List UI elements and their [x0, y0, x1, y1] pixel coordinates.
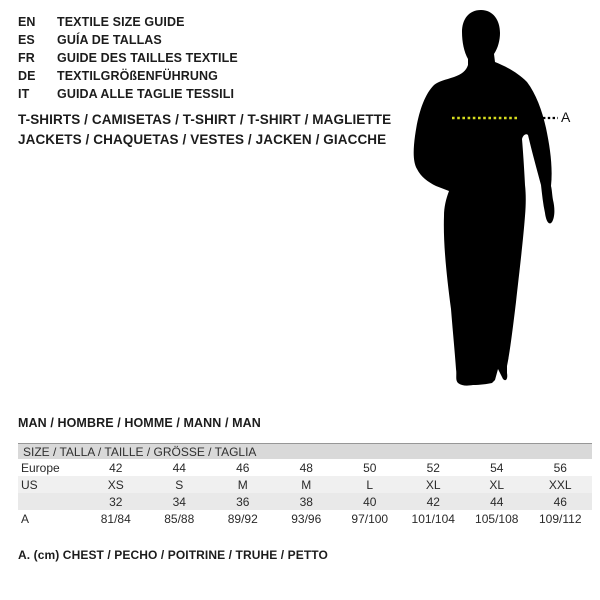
table-cell: 109/112: [529, 510, 593, 527]
table-cell: XL: [465, 476, 529, 493]
lang-label: GUIDE DES TAILLES TEXTILE: [57, 51, 238, 65]
table-cell: 81/84: [84, 510, 148, 527]
table-cell: 93/96: [275, 510, 339, 527]
table-cell: 85/88: [148, 510, 212, 527]
language-list: [18, 13, 238, 103]
row-label: US: [18, 476, 84, 493]
lang-code: EN: [18, 15, 36, 29]
size-table-wrap: [18, 443, 592, 527]
man-silhouette-path: [414, 10, 555, 386]
lang-row-en: [18, 13, 238, 31]
table-cell: 32: [84, 493, 148, 510]
table-row-us: [18, 476, 592, 493]
table-cell: 44: [465, 493, 529, 510]
table-cell: 44: [148, 459, 212, 476]
table-cell: 105/108: [465, 510, 529, 527]
row-label: A: [18, 510, 84, 527]
row-label: Europe: [18, 459, 84, 476]
table-cell: 56: [529, 459, 593, 476]
lang-row-de: [18, 67, 238, 85]
size-table-header: SIZE / TALLA / TAILLE / GRÖSSE / TAGLIA: [18, 444, 592, 460]
table-cell: 46: [529, 493, 593, 510]
lang-label: TEXTILGRÖßENFÜHRUNG: [57, 69, 218, 83]
lang-row-es: [18, 31, 238, 49]
category-line-tshirts: T-SHIRTS / CAMISETAS / T-SHIRT / T-SHIRT / MAGLIETTE: [18, 112, 392, 127]
table-cell: XXL: [529, 476, 593, 493]
size-table-header-row: [18, 444, 592, 460]
footnote-chest: A. (cm) CHEST / PECHO / POITRINE / TRUHE / PETTO: [18, 548, 328, 562]
table-cell: S: [148, 476, 212, 493]
table-cell: 52: [402, 459, 466, 476]
category-lines: [18, 110, 391, 150]
table-cell: 42: [84, 459, 148, 476]
table-cell: XL: [402, 476, 466, 493]
table-cell: 48: [275, 459, 339, 476]
size-table: [18, 443, 592, 527]
table-cell: 89/92: [211, 510, 275, 527]
lang-label: TEXTILE SIZE GUIDE: [57, 15, 185, 29]
table-cell: M: [275, 476, 339, 493]
table-cell: 101/104: [402, 510, 466, 527]
lang-label: GUÍA DE TALLAS: [57, 33, 162, 47]
table-cell: 54: [465, 459, 529, 476]
lang-code: FR: [18, 51, 35, 65]
table-cell: 42: [402, 493, 466, 510]
category-line-jackets: JACKETS / CHAQUETAS / VESTES / JACKEN / GIACCHE: [18, 132, 387, 147]
row-label: [18, 493, 84, 510]
man-silhouette-figure: [405, 8, 560, 388]
table-cell: 46: [211, 459, 275, 476]
table-cell: 34: [148, 493, 212, 510]
man-silhouette-icon: [405, 8, 560, 388]
measure-label-a: A: [561, 109, 571, 125]
table-row-europe: [18, 459, 592, 476]
table-row-a: [18, 510, 592, 527]
table-cell: 40: [338, 493, 402, 510]
lang-code: ES: [18, 33, 35, 47]
table-cell: XS: [84, 476, 148, 493]
lang-row-fr: [18, 49, 238, 67]
lang-code: DE: [18, 69, 36, 83]
lang-code: IT: [18, 87, 30, 101]
table-cell: 97/100: [338, 510, 402, 527]
table-cell: 50: [338, 459, 402, 476]
table-cell: L: [338, 476, 402, 493]
table-cell: 38: [275, 493, 339, 510]
table-row-intl: [18, 493, 592, 510]
table-cell: 36: [211, 493, 275, 510]
lang-row-it: [18, 85, 238, 103]
table-cell: M: [211, 476, 275, 493]
section-title-man: MAN / HOMBRE / HOMME / MANN / MAN: [18, 416, 261, 430]
lang-label: GUIDA ALLE TAGLIE TESSILI: [57, 87, 235, 101]
